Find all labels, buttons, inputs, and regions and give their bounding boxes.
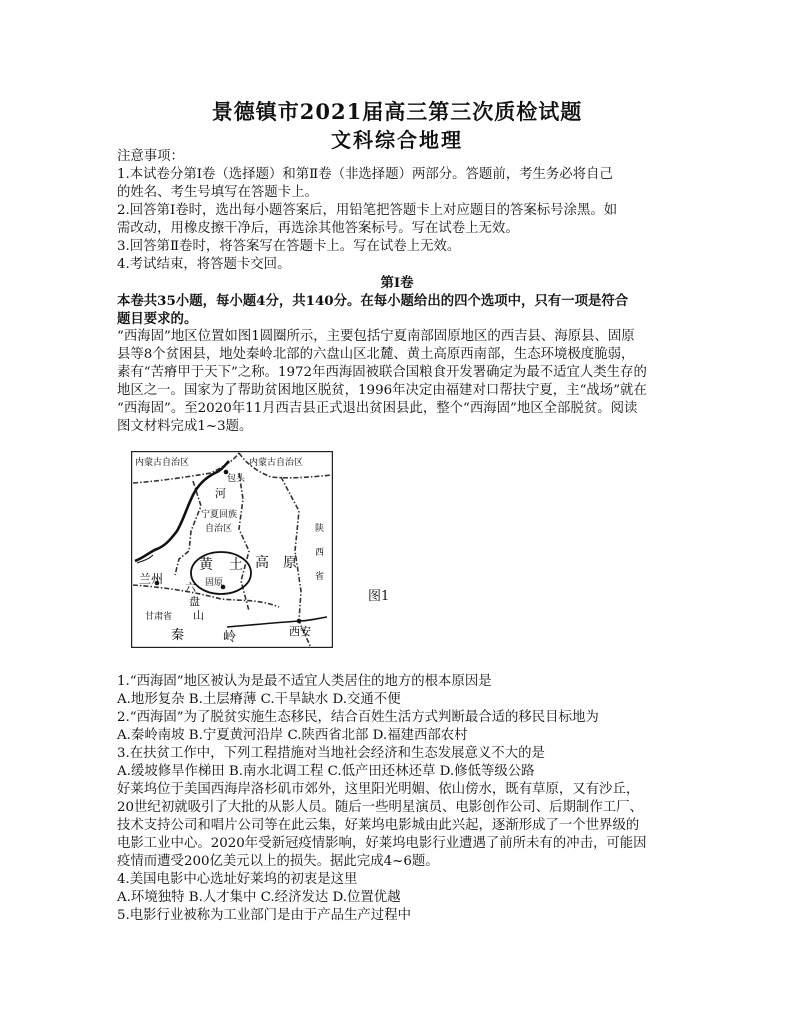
notice-line: 3.回答第Ⅱ卷时，将答案写在答题卡上。写在试卷上无效。 <box>117 239 461 254</box>
label-lanzhou: 兰州 <box>139 572 164 586</box>
question-options: A.地形复杂 B.土层瘠薄 C.干旱缺水 D.交通不便 <box>117 692 401 707</box>
passage-line: 县等8个贫困县，地处秦岭北部的六盘山区北麓、黄土高原西南部，生态环境极度脆弱， <box>117 347 635 362</box>
question-line: 2.“西海固”为了脱贫实施生态移民，结合百姓生活方式判断最合适的移民目标地为 <box>117 710 599 725</box>
label-gao: 高 <box>255 555 269 571</box>
section-title: 第Ⅰ卷 <box>380 275 414 291</box>
city-dot-xian <box>297 619 302 624</box>
question-line: 1.“西海固”地区被认为是最不适宜人类居住的地方的根本原因是 <box>117 674 492 689</box>
notice-line: 1.本试卷分第Ⅰ卷（选择题）和第Ⅱ卷（非选择题）两部分。答题前，考生务必将自己 <box>117 167 613 182</box>
notice-heading: 注意事项： <box>117 149 184 164</box>
label-he: 河 <box>215 487 226 500</box>
question-options: A.环境独特 B.人才集中 C.经济发达 D.位置优越 <box>117 890 401 905</box>
label-huang: 黄 <box>199 557 213 573</box>
label-guyuan: 固原 <box>205 578 224 588</box>
passage-line: 好莱坞位于美国西海岸洛杉矶市郊外，这里阳光明媚、依山傍水，既有草原，又有沙丘， <box>117 782 640 797</box>
label-nmg-left: 内蒙古自治区 <box>135 458 190 468</box>
map-figure <box>131 451 333 648</box>
label-baotou: 包头 <box>227 474 246 484</box>
label-shaanxi-1: 陕 <box>315 524 325 534</box>
notice-line: 的姓名、考生号填写在答题卡上。 <box>117 185 318 200</box>
figure-label: 图1 <box>368 589 390 604</box>
passage-line: 疫情而遭受200亿美元以上的损失。据此完成4~6题。 <box>117 854 439 869</box>
label-yuan: 原 <box>283 555 297 571</box>
question-line: 4.美国电影中心选址好莱坞的初衷是这里 <box>117 872 358 887</box>
passage-line: “西海固”地区位置如图1圆圈所示，主要包括宁夏南部固原地区的西吉县、海原县、固原 <box>117 329 635 344</box>
label-liu: 六 <box>185 581 196 594</box>
passage-line: 图文材料完成1~3题。 <box>117 419 253 434</box>
question-options: A.缓坡修旱作梯田 B.南水北调工程 C.低产田还林还草 D.修低等级公路 <box>117 764 535 779</box>
label-tu: 土 <box>229 557 243 573</box>
notice-line: 4.考试结束，将答题卡交回。 <box>117 257 291 272</box>
passage-line: 素有“苦瘠甲于天下”之称。1972年西海固被联合国粮食开发署确定为最不适宜人类生存的 <box>117 365 647 380</box>
notice-line: 2.回答第Ⅰ卷时，选出每小题答案后，用铅笔把答题卡上对应题目的答案标号涂黑。如 <box>117 203 618 218</box>
label-shaanxi-3: 省 <box>315 572 325 582</box>
question-options: A.秦岭南坡 B.宁夏黄河沿岸 C.陕西省北部 D.福建西部农村 <box>117 728 468 743</box>
label-xian: 西安 <box>289 625 311 638</box>
passage-line: 电影工业中心。2020年受新冠疫情影响，好莱坞电影行业遭遇了前所未有的冲击，可能因 <box>117 836 647 851</box>
label-ling: 岭 <box>223 630 237 645</box>
notice-line: 需改动，用橡皮擦干净后，再选涂其他答案标号。写在试卷上无效。 <box>117 221 519 236</box>
passage-line: 技术支持公司和唱片公司等在此云集，好莱坞电影城由此兴起，逐渐形成了一个世界级的 <box>117 818 640 833</box>
section-instruction: 本卷共35小题，每小题4分，共140分。在每小题给出的四个选项中，只有一项是符合 <box>117 293 629 309</box>
section-instruction: 题目要求的。 <box>117 311 198 327</box>
label-qin: 秦 <box>171 628 185 643</box>
label-gansu: 甘肃省 <box>145 612 173 622</box>
passage-line: “西海固”。至2020年11月西吉县正式退出贫困县此，整个“西海固”地区全部脱贫。阅读 <box>117 401 638 416</box>
label-pan: 盘 <box>189 595 200 608</box>
page-title: 景德镇市2021届高三第三次质检试题 <box>211 99 583 124</box>
label-ningxia-1: 宁夏回族 <box>201 510 238 520</box>
label-shan: 山 <box>193 609 204 622</box>
label-shaanxi-2: 西 <box>315 548 325 558</box>
passage-line: 地区之一。国家为了帮助贫困地区脱贫，1996年决定由福建对口帮扶宁夏，主“战场”就在 <box>117 383 647 398</box>
question-line: 3.在扶贫工作中，下列工程措施对当地社会经济和生态发展意义不大的是 <box>117 746 545 761</box>
label-ningxia-2: 自治区 <box>205 524 233 534</box>
question-line: 5.电影行业被称为工业部门是由于产品生产过程中 <box>117 908 411 923</box>
label-nmg-right: 内蒙古自治区 <box>249 458 304 468</box>
page-subtitle: 文科综合地理 <box>331 128 463 152</box>
passage-line: 20世纪初就吸引了大批的从影人员。随后一些明星演员、电影创作公司、后期制作工厂、 <box>117 800 643 815</box>
